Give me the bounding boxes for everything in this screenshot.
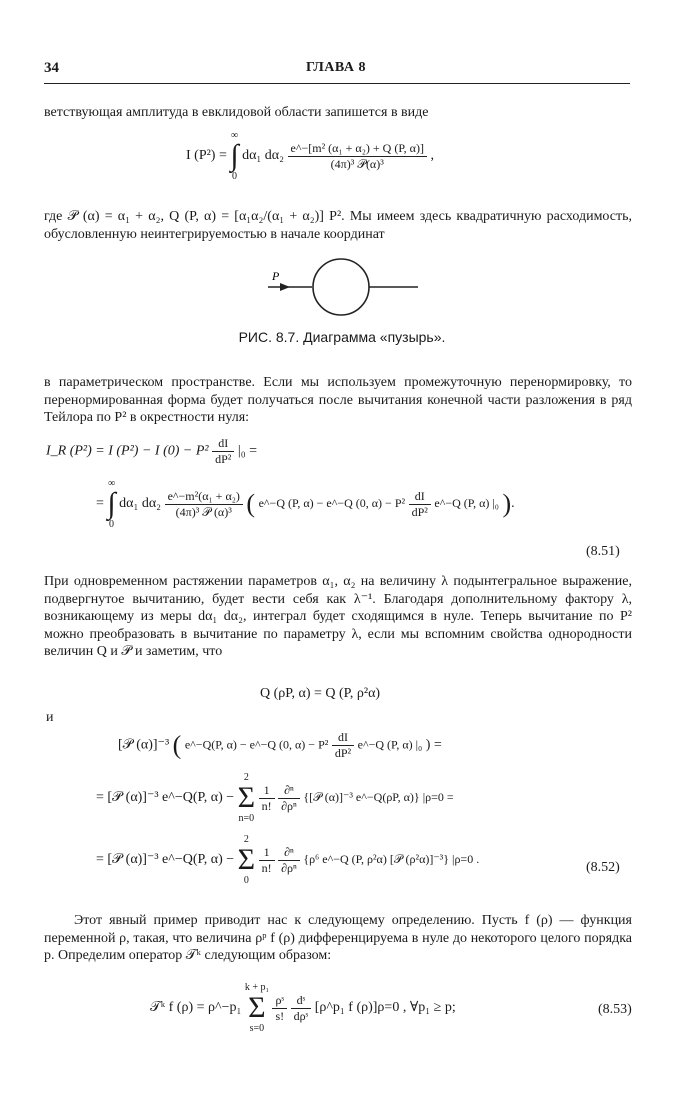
paragraph-4-text: При одновременном растяжении параметров α₁, α₂ на величину λ подынтегральное выражение, подвергнутое вычитанию, будет вести себя как λ⁻¹. Благодаря дополнительному фактору λ, возникающему из меры dα₁ dα₂, интеграл будет сходящимся в нуле. Теперь вычитание по P² можно преобразовать в вычитание по параметру λ, если мы вспомним свойства однородности величин Q и 𝒫 и заметим, что (44, 574, 632, 659)
eq5-f2-den: dρˢ (291, 1008, 312, 1024)
equation-number-851: (8.51) (586, 544, 620, 559)
eq4b-frac-nfact (259, 783, 275, 814)
eq2b-tail: e^−Q (P, α) |₀ (434, 496, 499, 511)
momentum-arrow-icon (280, 283, 290, 291)
paragraph-2 (44, 208, 632, 243)
eq4a-derivative (332, 730, 354, 761)
paragraph-1-text: ветствующая амплитуда в евклидовой области запишется в виде (44, 105, 429, 120)
eq4b-one: 1 (263, 782, 270, 797)
eq5-f1-num: ρˢ (275, 992, 285, 1007)
paragraph-5-text: Этот явный пример приводит нас к следующему определению. Пусть f (ρ) — функция переменной ρ, такая, что величина ρᵖ f (ρ) дифференцируема в нуле до некоторого целого порядка p. Определим оператор 𝒯ᵏ следующим образом: (44, 913, 632, 963)
figure-caption: РИС. 8.7. Диаграмма «пузырь». (238, 329, 446, 345)
eq4b-frac-deriv (278, 783, 300, 814)
eq2a-derivative (212, 436, 234, 467)
sum2-upper: 2 (243, 834, 249, 845)
eq2b-fraction (165, 489, 243, 520)
eq2b-body: e^−Q (P, α) − e^−Q (0, α) − P² (258, 496, 406, 511)
sum3-upper: k + p₁ (244, 982, 269, 993)
page-number: 34 (44, 60, 59, 76)
paragraph-3-text: в параметрическом пространстве. Если мы используем промежуточную перенормировку, то перенормированная форма будет получаться после вычитания конечной части разложения в ряд Тейлора по P² в окрестности нуля: (44, 375, 632, 425)
sum2-lower: 0 (243, 875, 249, 886)
integral-sign-2: ∞ ∫ 0 (107, 478, 116, 530)
eq2b-measure: dα₁ dα₂ (119, 496, 162, 512)
sum1-upper: 2 (243, 772, 249, 783)
integral-sign: ∞ ∫ 0 (230, 130, 239, 182)
paragraph-3 (44, 374, 632, 427)
eq1-numerator: e^−[m² (α₁ + α₂) + Q (P, α)] (290, 140, 424, 155)
eq1-denominator: (4π)³ 𝒫(α)³ (288, 156, 427, 172)
eq4b-body: {[𝒫 (α)]⁻³ e^−Q(ρP, α)} |ρ=0 = (303, 790, 454, 805)
equation-amplitude: I (P²) = ∞ ∫ 0 dα₁ dα₂ $\frac{\text{e\textasciicircum{}−[m² (α₁ + α₂) + Q (P, α)]}}{\text{(4π)³ 𝒫(α)³}}$ , (186, 130, 434, 182)
and-word: и (46, 710, 54, 725)
sum-sign-2: 2 Σ 0 (237, 834, 256, 886)
page-header (44, 60, 628, 82)
integral2-upper: ∞ (107, 478, 116, 489)
sum-sign-3: k + p₁ Σ s=0 (244, 982, 269, 1034)
eq5-lhs: 𝒯ᵏ f (ρ) = ρ^−p₁ (150, 1000, 242, 1016)
eq5-frac-2 (291, 993, 312, 1024)
eq4c-body: {ρ⁶ e^−Q (P, ρ²α) [𝒫 (ρ²α)]⁻³} |ρ=0 . (303, 852, 480, 867)
eq4c-one: 1 (263, 844, 270, 859)
paragraph-5 (44, 912, 632, 965)
eq2b-d-den: dP² (409, 504, 431, 520)
momentum-label: P (272, 269, 280, 283)
sum1-lower: n=0 (238, 813, 255, 824)
paragraph-1 (44, 104, 632, 122)
eq4c-nfact: n! (259, 860, 275, 876)
eq4a-lead: [𝒫 (α)]⁻³ (118, 737, 170, 753)
eq2b-d-num: dI (414, 488, 425, 503)
eq4c-frac-nfact (259, 845, 275, 876)
eq2a-eval: |₀ = (237, 443, 257, 459)
eq2b-num: e^−m²(α₁ + α₂) (167, 488, 240, 503)
eq5-f2-num: dˢ (296, 992, 306, 1007)
eq2b-lead: = (96, 496, 104, 512)
equation-852-line3 (96, 834, 479, 886)
eq4b-dn: ∂ⁿ (284, 782, 294, 797)
bubble-diagram (262, 258, 422, 316)
header-rule (44, 83, 630, 84)
paragraph-4 (44, 573, 632, 661)
eq4a-d-den: dP² (332, 745, 354, 761)
equation-852-line1: [𝒫 (α)]⁻³ ( e^−Q(P, α) − e^−Q (0, α) − P² $\frac{dI}{\text{dP²}}$ e^−Q (P, α) |₀ ) = (118, 730, 442, 760)
eq4b-drho: ∂ρⁿ (278, 798, 300, 814)
integral-lower-limit: 0 (231, 171, 237, 182)
eq5-frac-1 (272, 993, 287, 1024)
chapter-title: ГЛАВА 8 (306, 60, 366, 75)
eq2b-den: (4π)³ 𝒫 (α)³ (165, 504, 243, 520)
eq2a-num: dI (218, 436, 229, 450)
sum-sign-1: 2 Σ n=0 (237, 772, 256, 824)
equation-number-853: (8.53) (598, 1002, 632, 1017)
eq5-body: [ρ^p₁ f (ρ)]ρ=0 , ∀p₁ ≥ p; (314, 1000, 456, 1016)
eq1-lhs: I (P²) = (186, 148, 227, 164)
equation-homogeneity: Q (ρP, α) = Q (P, ρ²α) (260, 686, 381, 701)
eq4c-dn: ∂ⁿ (284, 844, 294, 859)
paragraph-2-text: где 𝒫 (α) = α₁ + α₂, Q (P, α) = [α₁α₂/(α₁ + α₂)] P². Мы имеем здесь квадратичную расходимость, обусловленную неинтегрируемостью в начале координат (44, 209, 632, 242)
eq1-measure: dα₁ dα₂ (242, 148, 285, 164)
eq4b-nfact: n! (259, 798, 275, 814)
loop-circle (313, 259, 369, 315)
equation-renormalized-rhs: = ∞ ∫ 0 dα₁ dα₂ $\frac{\text{e\textasciicircum{}−m²(α₁ + α₂)}}{\text{(4π)³ 𝒫 (α)³}}$ ( e^−Q (P, α) − e^−Q (0, α) − P² $\frac{dI}{\text{dP²}}$ e^−Q (P, α) |₀ ). (96, 478, 515, 530)
eq4a-d-num: dI (337, 730, 348, 744)
equation-852-line2 (96, 772, 454, 824)
eq4b-lead: = [𝒫 (α)]⁻³ e^−Q(P, α) − (96, 790, 235, 806)
eq4a-body: e^−Q(P, α) − e^−Q (0, α) − P² (184, 737, 329, 752)
eq2b-derivative (409, 489, 431, 520)
eq1-fraction (288, 141, 427, 172)
integral-upper-limit: ∞ (230, 130, 239, 141)
eq4c-frac-deriv (278, 845, 300, 876)
equation-number-852: (8.52) (586, 860, 620, 875)
eq5-f1-den: s! (272, 1008, 287, 1024)
eq4a-end: ) = (425, 737, 442, 753)
equation-853 (150, 982, 456, 1034)
eq4c-drho: ∂ρⁿ (278, 860, 300, 876)
integral2-lower: 0 (109, 519, 115, 530)
eq4a-tail: e^−Q (P, α) |₀ (357, 737, 423, 752)
eq4c-lead: = [𝒫 (α)]⁻³ e^−Q(P, α) − (96, 852, 235, 868)
eq2a-den: dP² (212, 451, 234, 467)
eq2a-lhs: I_R (P²) = I (P²) − I (0) − P² (46, 443, 209, 459)
sum3-lower: s=0 (249, 1023, 265, 1034)
equation-renormalized-lhs (46, 436, 257, 467)
